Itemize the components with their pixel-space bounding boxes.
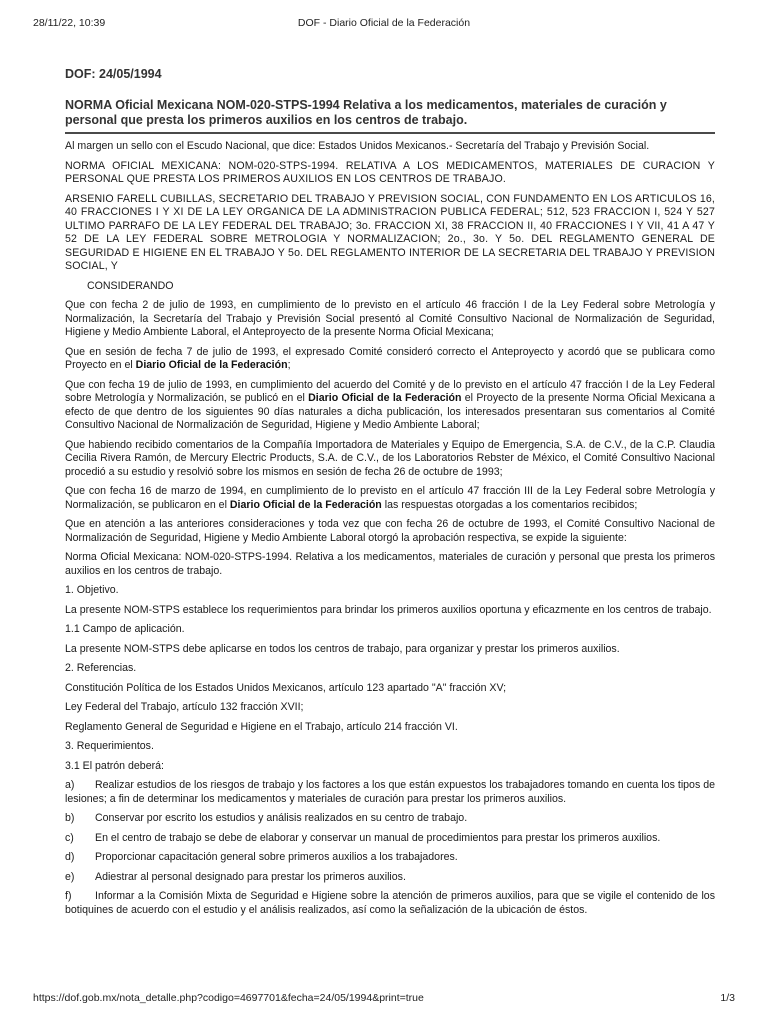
considerando-paragraph-4: Que habiendo recibido comentarios de la Compañía Importadora de Materiales y Equipo de Emergencia, S.A. de C.V., de la C.P. Claudia Cecilia Rivera Ramón, de Mercury Electric Products, S.A. de C.V., de los Laboratorios Rebster de México, el Comité Consultivo Nacional procedió a su estudio y resolvió sobre los mismos en sesión de fecha 26 de octubre de 1993;: [65, 438, 715, 478]
reference-3: Reglamento General de Seguridad e Higiene en el Trabajo, artículo 214 fracción VI.: [65, 720, 458, 733]
print-header: [33, 17, 735, 31]
norma-title: NORMA Oficial Mexicana NOM-020-STPS-1994 Relativa a los medicamentos, materiales de curación y personal que presta los primeros auxilios en los centros de trabajo.: [65, 98, 667, 127]
section-1-1-text: La presente NOM-STPS debe aplicarse en todos los centros de trabajo, para organizar y prestar los primeros auxilios.: [65, 642, 620, 655]
requirement-item-d: d) Proporcionar capacitación general sobre primeros auxilios a los trabajadores.: [65, 851, 458, 863]
title-divider: [65, 132, 715, 134]
considerando-paragraph-5: Que con fecha 16 de marzo de 1994, en cumplimiento de lo previsto en el artículo 47 fracción III de la Ley Federal sobre Metrología y Normalización, se publicaron en el Diario Oficial de la Federación las respuestas otorgadas a los comentarios recibidos;: [65, 485, 715, 511]
considerando-paragraph-6: Que en atención a las anteriores consideraciones y toda vez que con fecha 26 de octubre de 1993, el Comité Consultivo Nacional de Normalización de Seguridad, Higiene y Medio Ambiente Laboral otorgó la aprobación respectiva, se expide la siguiente:: [65, 518, 715, 544]
norma-caps-paragraph: NORMA OFICIAL MEXICANA: NOM-020-STPS-1994. RELATIVA A LOS MEDICAMENTOS, MATERIALES DE CURACION Y PERSONAL QUE PRESTA LOS PRIMEROS AUXILIOS EN LOS CENTROS DE TRABAJO.: [65, 159, 715, 185]
dof-name-bold: Diario Oficial de la Federación: [135, 359, 288, 371]
page-number: 1/3: [720, 992, 735, 1004]
print-footer: [33, 992, 735, 1006]
section-2-heading: 2. Referencias.: [65, 662, 137, 674]
reference-2: Ley Federal del Trabajo, artículo 132 fracción XVII;: [65, 701, 304, 713]
section-3-1-heading: 3.1 El patrón deberá:: [65, 759, 164, 772]
requirement-item-e: e) Adiestrar al personal designado para prestar los primeros auxilios.: [65, 870, 406, 883]
considerando-paragraph-3: Que con fecha 19 de julio de 1993, en cumplimiento del acuerdo del Comité y de lo previsto en el artículo 47 fracción I de la Ley Federal sobre Metrología y Normalización, se publicó en el Diario Oficial de la Federación el Proyecto de la presente Norma Oficial Mexicana a efecto de que dentro de los siguientes 90 días naturales a dicha publicación, los interesados presentaran sus comentarios al Comité Consultivo Nacional de Normalización de Seguridad, Higiene y Medio Ambiente Laboral;: [65, 378, 715, 431]
section-3-heading: 3. Requerimientos.: [65, 740, 154, 752]
dof-date: DOF: 24/05/1994: [65, 67, 162, 81]
document-body: [65, 67, 715, 923]
dof-name-bold: Diario Oficial de la Federación: [308, 392, 462, 404]
print-datetime: 28/11/22, 10:39: [33, 17, 106, 29]
dof-name-bold: Diario Oficial de la Federación: [229, 498, 382, 511]
considerando-paragraph-1: Que con fecha 2 de julio de 1993, en cumplimiento de lo previsto en el artículo 46 fracción I de la Ley Federal sobre Metrología y Normalización, la Secretaría del Trabajo y Previsión Social presentó al Comité Consultivo Nacional de Normalización de Seguridad, Higiene y Medio Ambiente Laboral, el Anteproyecto de la presente Norma Oficial Mexicana;: [65, 299, 715, 338]
requirement-item-a: a) Realizar estudios de los riesgos de trabajo y los factores a los que están expuestos los trabajadores tomando en cuenta los tipos de lesiones; a fin de determinar los medicamentos y materiales de curación para prestar los primeros auxilios.: [65, 779, 715, 805]
considerando-paragraph-2: Que en sesión de fecha 7 de julio de 1993, el expresado Comité consideró correcto el Anteproyecto y acordó que se publicara como Proyecto en el Diario Oficial de la Federación;: [65, 345, 715, 371]
reference-1: Constitución Política de los Estados Unidos Mexicanos, artículo 123 apartado "A" fracción XV;: [65, 681, 507, 694]
norma-statement: Norma Oficial Mexicana: NOM-020-STPS-1994. Relativa a los medicamentos, materiales de curación y personal que presta los primeros auxilios en los centros de trabajo.: [65, 551, 715, 577]
requirement-item-b: b) Conservar por escrito los estudios y análisis realizados en su centro de trabajo.: [65, 812, 468, 824]
section-1-1-heading: 1.1 Campo de aplicación.: [65, 623, 185, 635]
section-1-text: La presente NOM-STPS establece los requerimientos para brindar los primeros auxilios oportuna y eficazmente en los centros de trabajo.: [65, 603, 712, 616]
margin-seal-paragraph: Al margen un sello con el Escudo Nacional, que dice: Estados Unidos Mexicanos.- Secretaría del Trabajo y Previsión Social.: [65, 140, 650, 152]
print-url: https://dof.gob.mx/nota_detalle.php?codigo=4697701&fecha=24/05/1994&print=true: [33, 992, 424, 1004]
requirement-item-c: c) En el centro de trabajo se debe de elaborar y conservar un manual de procedimientos para prestar los primeros auxilios.: [65, 831, 661, 844]
considerando-heading: CONSIDERANDO: [87, 279, 174, 292]
secretary-paragraph: ARSENIO FARELL CUBILLAS, SECRETARIO DEL TRABAJO Y PREVISION SOCIAL, CON FUNDAMENTO EN LOS ARTICULOS 16, 40 FRACCIONES I Y XI DE LA LEY ORGANICA DE LA ADMINISTRACION PUBLICA FEDERAL; 512, 523 FRACCION I, 524 Y 527 ULTIMO PARRAFO DE LA LEY FEDERAL DEL TRABAJO; 3o. FRACCION XI, 38 FRACCION II, 40 FRACCIONES I Y VII, 41 A 47 Y 52 DE LA LEY FEDERAL SOBRE METROLOGIA Y NORMALIZACION; 2o., 3o. Y 5o. DEL REGLAMENTO GENERAL DE SEGURIDAD E HIGIENE EN EL TRABAJO Y 5o. DEL REGLAMENTO INTERIOR DE LA SECRETARIA DEL TRABAJO Y PREVISION SOCIAL, Y: [65, 192, 715, 272]
section-1-heading: 1. Objetivo.: [65, 584, 119, 596]
requirement-item-f: f) Informar a la Comisión Mixta de Seguridad e Higiene sobre la atención de primeros auxilios, para que se vigile el contenido de los botiquines de acuerdo con el estudio y el análisis realizados, así como la señalización de la ubicación de éstos.: [65, 890, 715, 916]
print-page-title: DOF - Diario Oficial de la Federación: [297, 17, 471, 29]
